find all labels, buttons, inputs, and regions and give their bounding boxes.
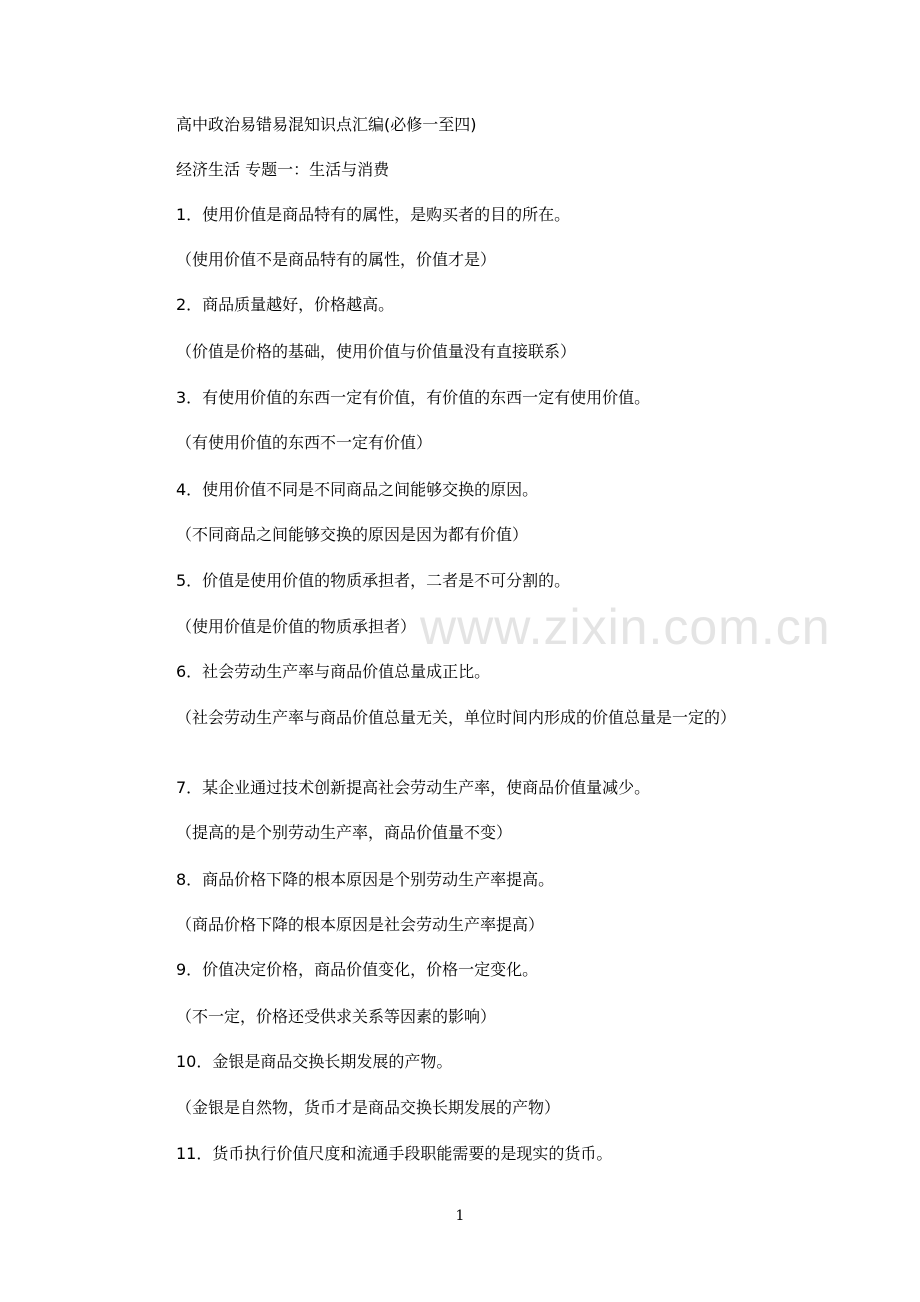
watermark: www.zixin.com.cn — [420, 599, 831, 655]
item-4-statement: 4．使用价值不同是不同商品之间能够交换的原因。 — [176, 480, 539, 499]
document-title: 高中政治易错易混知识点汇编(必修一至四) — [176, 115, 477, 134]
item-6-statement: 6．社会劳动生产率与商品价值总量成正比。 — [176, 662, 491, 681]
item-8-correction: （商品价格下降的根本原因是社会劳动生产率提高） — [176, 915, 545, 934]
item-1-statement: 1．使用价值是商品特有的属性，是购买者的目的所在。 — [176, 205, 571, 224]
item-7-correction: （提高的是个别劳动生产率，商品价值量不变） — [176, 823, 513, 842]
item-6-correction: （社会劳动生产率与商品价值总量无关，单位时间内形成的价值总量是一定的） — [176, 708, 737, 727]
item-3-correction: （有使用价值的东西不一定有价值） — [176, 433, 433, 452]
item-7-statement: 7．某企业通过技术创新提高社会劳动生产率，使商品价值量减少。 — [176, 778, 651, 797]
item-1-correction: （使用价值不是商品特有的属性，价值才是） — [176, 250, 497, 269]
item-2-correction: （价值是价格的基础，使用价值与价值量没有直接联系） — [176, 342, 577, 361]
item-5-correction: （使用价值是价值的物质承担者） — [176, 617, 417, 636]
item-3-statement: 3．有使用价值的东西一定有价值，有价值的东西一定有使用价值。 — [176, 388, 651, 407]
item-2-statement: 2．商品质量越好，价格越高。 — [176, 295, 395, 314]
item-10-statement: 10．金银是商品交换长期发展的产物。 — [176, 1052, 453, 1071]
item-8-statement: 8．商品价格下降的根本原因是个别劳动生产率提高。 — [176, 870, 555, 889]
item-4-correction: （不同商品之间能够交换的原因是因为都有价值） — [176, 525, 529, 544]
item-10-correction: （金银是自然物，货币才是商品交换长期发展的产物） — [176, 1098, 561, 1117]
section-heading: 经济生活 专题一：生活与消费 — [176, 160, 390, 179]
item-9-correction: （不一定，价格还受供求关系等因素的影响） — [176, 1007, 497, 1026]
item-11-statement: 11．货币执行价值尺度和流通手段职能需要的是现实的货币。 — [176, 1144, 613, 1163]
page-number: 1 — [455, 1208, 465, 1224]
item-5-statement: 5．价值是使用价值的物质承担者，二者是不可分割的。 — [176, 571, 571, 590]
item-9-statement: 9．价值决定价格，商品价值变化，价格一定变化。 — [176, 960, 539, 979]
